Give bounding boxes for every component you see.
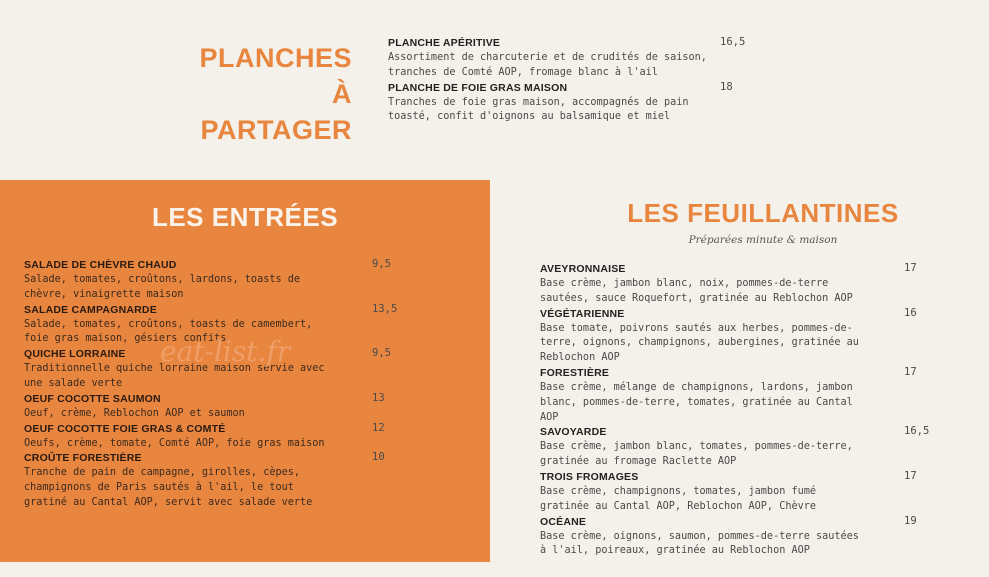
planches-section-title (190, 40, 352, 148)
menu-item-description: Traditionnelle quiche lorraine maison servie avec une salade verte (24, 363, 325, 389)
menu-item-price: 9,5 (372, 347, 391, 360)
menu-item-name: CROÛTE FORESTIÈRE (24, 452, 142, 465)
menu-item-name: QUICHE LORRAINE (24, 348, 126, 361)
menu-item-name: AVEYRONNAISE (540, 263, 626, 275)
menu-item-description: Base crème, jambon blanc, noix, pommes-de-terre sautées, sauce Roquefort, gratinée au Reblochon AOP (540, 278, 853, 304)
menu-item-price: 9,5 (372, 258, 391, 270)
menu-item-description: Tranche de pain de campagne, girolles, cèpes, champignons de Paris sautés à l'ail, le tout gratiné au Cantal AOP, servit avec salade verte (24, 467, 313, 508)
menu-item-name: OEUF COCOTTE SAUMON (24, 392, 161, 405)
menu-item-price: 17 (904, 262, 917, 274)
feuillantines-subtitle: Préparées minute & maison (688, 234, 838, 246)
menu-item-description: Base crème, champignons, tomates, jambon fumé gratinée au Cantal AOP, Reblochon AOP, Chèvre (540, 485, 817, 512)
menu-item-forestiere (540, 365, 917, 425)
menu-item-oeuf-cocotte-foie-gras (24, 421, 385, 452)
feuillantines-section-title: LES FEUILLANTINES (627, 198, 899, 228)
menu-item-name: SALADE DE CHÈVRE CHAUD (24, 259, 177, 271)
menu-item-price: 17 (904, 469, 917, 482)
menu-item-description: Base crème, mélange de champignons, lardons, jambon blanc, pommes-de-terre, tomates, gratinée au Cantal AOP (540, 381, 853, 423)
menu-item-price: 13,5 (372, 302, 398, 315)
menu-item-price: 18 (720, 80, 733, 93)
menu-item-name: OCÉANE (540, 515, 587, 528)
menu-item-price: 16,5 (720, 36, 746, 48)
menu-item-description: Base crème, oignons, saumon, pommes-de-terre sautées à l'ail, poireaux, gratinée au Reblochon AOP (540, 530, 859, 557)
menu-item-name: FORESTIÈRE (540, 366, 610, 379)
entrees-panel (0, 180, 490, 562)
menu-item-description: Base tomate, poivrons sautés aux herbes, pommes-de-terre, oignons, champignons, aubergines, gratinée au Reblochon AOP (540, 322, 859, 364)
menu-item-description: Salade, tomates, croûtons, lardons, toasts de chèvre, vinaigrette maison (24, 274, 301, 300)
menu-item-planche-aperitive (388, 36, 746, 81)
menu-item-name: PLANCHE DE FOIE GRAS MAISON (388, 81, 568, 94)
menu-item-croute-forestiere (24, 451, 385, 510)
menu-item-trois-fromages (540, 469, 917, 515)
menu-item-savoyarde (540, 425, 930, 470)
menu-item-oeuf-cocotte-saumon (24, 391, 385, 422)
menu-item-description: Tranches de foie gras maison, accompagnés de pain toasté, confit d'oignons au balsamique et miel (388, 96, 689, 123)
menu-item-price: 17 (904, 365, 917, 378)
menu-item-name: TROIS FROMAGES (540, 470, 639, 483)
menu-item-description: Assortiment de charcuterie et de crudités de saison, tranches de Comté AOP, fromage blanc à l'ail (388, 52, 707, 78)
menu-item-name: PLANCHE APÉRITIVE (388, 37, 501, 49)
feuillantines-list (540, 262, 940, 559)
entrees-list (24, 258, 424, 511)
menu-item-aveyronnaise (540, 262, 917, 307)
planches-title-line1: PLANCHES (199, 43, 352, 73)
menu-item-price: 16 (904, 306, 917, 319)
menu-item-description: Oeufs, crème, tomate, Comté AOP, foie gras maison (24, 437, 325, 449)
watermark: eat-list.fr (160, 335, 291, 368)
menu-item-name: SALADE CAMPAGNARDE (24, 303, 157, 316)
menu-item-name: SAVOYARDE (540, 426, 607, 439)
menu-item-price: 10 (372, 451, 385, 464)
menu-item-name: OEUF COCOTTE FOIE GRAS & COMTÉ (24, 422, 226, 435)
menu-item-description: Oeuf, crème, Reblochon AOP et saumon (24, 407, 245, 419)
menu-item-salade-chevre (24, 258, 391, 303)
menu-item-name: VÉGÉTARIENNE (540, 307, 625, 320)
planches-list (388, 36, 748, 125)
planches-title-line2: À PARTAGER (200, 79, 352, 145)
menu-item-description: Base crème, jambon blanc, tomates, pommes-de-terre, gratinée au fromage Raclette AOP (540, 441, 853, 468)
menu-item-oceane (540, 514, 917, 560)
menu-item-price: 13 (372, 391, 385, 404)
menu-item-vegetarienne (540, 306, 917, 366)
menu-item-price: 16,5 (904, 425, 930, 438)
menu-item-planche-foie-gras (388, 80, 733, 126)
entrees-section-title: LES ENTRÉES (151, 202, 339, 232)
menu-item-price: 19 (904, 514, 917, 527)
menu-item-description: Salade, tomates, croûtons, toasts de camembert, foie gras maison, gésiers confits (24, 318, 313, 345)
menu-item-price: 12 (372, 421, 385, 434)
